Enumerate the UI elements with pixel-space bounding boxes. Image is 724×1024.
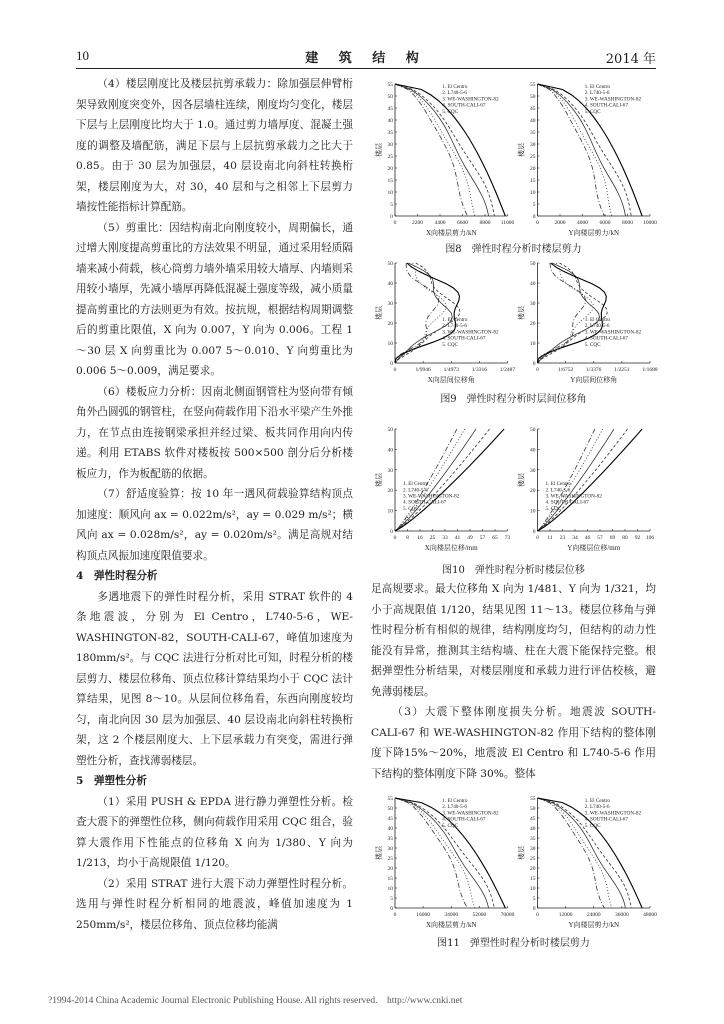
y-tick-label: 25 (387, 856, 393, 862)
series-line (395, 263, 460, 363)
x-tick-label: 1/4973 (443, 367, 459, 373)
header-rule (76, 68, 656, 69)
x-tick-label: 4000 (577, 220, 588, 226)
series-line (538, 263, 607, 363)
figure-8 (371, 78, 656, 255)
figure-9-plot (371, 257, 656, 387)
y-tick-label: 10 (387, 886, 393, 892)
y-tick-label: 25 (387, 154, 393, 160)
y-tick-label: 55 (530, 796, 536, 802)
figure-8-plot (371, 78, 656, 240)
y-tick-label: 35 (387, 836, 393, 842)
x-axis-label: X向楼层剪力/kN (425, 229, 477, 237)
series-line (395, 263, 446, 363)
y-tick-label: 50 (387, 427, 393, 433)
legend-item: 4. SOUTH-CALI-67 (584, 816, 628, 823)
y-tick-label: 50 (530, 806, 536, 812)
y-tick-label: 40 (387, 447, 393, 454)
legend-item: 2. L740-5-6 (584, 804, 610, 811)
y-tick-label: 45 (387, 106, 393, 112)
y-tick-label: 5 (390, 896, 393, 902)
x-tick-label: 52000 (472, 912, 487, 918)
x-tick-label: 48000 (643, 912, 657, 918)
x-tick-label: 69 (609, 535, 616, 541)
y-tick-label: 20 (530, 488, 536, 495)
series-line (538, 263, 594, 363)
x-tick-label: 1/1688 (642, 367, 658, 373)
subplot-1 (374, 427, 511, 552)
legend-item: 3. WE-WASHINGTON-82 (545, 493, 602, 500)
y-tick-label: 10 (530, 508, 536, 515)
x-tick-label: 10000 (643, 220, 657, 226)
legend-item: 3. WE-WASHINGTON-82 (584, 96, 642, 103)
x-tick-label: 33 (442, 535, 448, 541)
paragraph: 多遇地震下的弹性时程分析，采用 STRAT 软件的 4 条地震波，分别为 El Centro，L740-5-6，WE-WASHINGTON-82，SOUTH-CALI-67，峰值加速度为 180mm/s²。与 CQC 法进行分析对比可知，时程分析的楼层剪力、楼层位移角、顶点位移计算结果均小于 CQC 法计算结果，见图 8～10。从层间位移角看，东西向刚度较均匀，南北向因 30 层为加强层、40 层设南北向斜柱转换桁架，这 2 个楼层刚度大、上下层承载力有突变，需进行弹塑性分析，查找薄弱楼层。 (76, 590, 353, 767)
y-tick-label: 20 (387, 166, 393, 172)
series-line (538, 263, 608, 363)
legend-item: 2. L740-5-6 (584, 323, 610, 330)
x-tick-label: 80 (622, 535, 628, 541)
y-tick-label: 20 (387, 488, 393, 495)
subplot-2 (517, 427, 655, 552)
legend-item: 3. WE-WASHINGTON-82 (584, 810, 642, 817)
y-tick-label: 40 (530, 118, 536, 124)
y-tick-label: 50 (530, 261, 536, 267)
x-axis-label: Y向楼层剪力/kN (568, 229, 620, 237)
y-tick-label: 10 (387, 190, 393, 196)
y-tick-label: 25 (530, 154, 536, 160)
legend-item: 1. El Centro (584, 798, 610, 804)
paragraph: （2）采用 STRAT 进行大震下动力弹塑性时程分析。选用与弹性时程分析相同的地震波，峰值加速度为 1 250mm/s²，楼层位移角、顶点位移均能满 (76, 877, 353, 931)
figure-10-plot (371, 423, 656, 555)
x-tick-label: 0 (393, 535, 397, 541)
x-tick-label: 16 (417, 535, 423, 541)
legend-item: 4. SOUTH-CALI-67 (442, 102, 486, 109)
legend-item: 4. SOUTH-CALI-67 (584, 102, 628, 109)
y-tick-label: 30 (530, 846, 536, 852)
y-tick-label: 5 (390, 202, 393, 208)
y-tick-label: 30 (387, 142, 393, 148)
legend-item: 5. CQC (584, 108, 601, 115)
y-axis-label: 楼层 (517, 846, 526, 860)
y-tick-label: 20 (530, 166, 536, 172)
section-heading: 4 弹性时程分析 (76, 570, 158, 582)
x-tick-label: 8800 (479, 220, 491, 226)
right-column (371, 579, 656, 784)
y-tick-label: 10 (530, 886, 536, 892)
y-axis-label: 楼层 (517, 473, 526, 487)
legend-item: 4. SOUTH-CALI-67 (584, 335, 628, 342)
x-tick-label: 6000 (599, 220, 611, 226)
y-tick-label: 15 (530, 178, 536, 184)
y-tick-label: 50 (387, 806, 393, 812)
x-axis-label: X向楼层剪力/kN (425, 921, 477, 929)
subplot-1 (374, 82, 515, 237)
subplot-1 (374, 261, 515, 384)
figure-11-caption: 图11 弹塑性时程分析时楼层剪力 (437, 938, 590, 949)
y-axis-label: 楼层 (517, 143, 526, 157)
legend-item: 2. L740-5-6 (403, 487, 428, 494)
x-tick-label: 2000 (554, 220, 566, 226)
y-tick-label: 45 (530, 106, 536, 112)
legend-item: 4. SOUTH-CALI-67 (442, 816, 486, 823)
y-tick-label: 30 (387, 846, 393, 852)
x-tick-label: 0 (536, 220, 539, 226)
x-tick-label: 0 (536, 367, 539, 373)
legend-item: 2. L740-5-6 (442, 323, 468, 330)
journal-title: 建 筑 结 构 (305, 51, 427, 66)
x-tick-label: 57 (479, 535, 486, 541)
paragraph: （1）采用 PUSH & EPDA 进行静力弹塑性分析。检查大震下的弹塑性位移，侧向荷载作用采用 CQC 组合，验算大震作用下性能点的位移角 X 向为 1/380、Y 向为 1/213，均小于高规限值 1/120。 (76, 795, 353, 869)
x-tick-label: 0 (536, 912, 539, 918)
x-tick-label: 1/3376 (586, 367, 602, 373)
x-tick-label: 1/2487 (499, 367, 516, 373)
legend-item: 4. SOUTH-CALI-67 (442, 335, 486, 342)
x-tick-label: 46 (584, 535, 591, 541)
left-column (76, 74, 353, 935)
y-tick-label: 10 (530, 190, 536, 196)
x-tick-label: 0 (393, 220, 397, 226)
legend-item: 2. L740-5-6 (442, 804, 468, 811)
y-tick-label: 10 (530, 341, 536, 347)
y-tick-label: 15 (387, 178, 393, 184)
y-tick-label: 55 (387, 82, 393, 88)
figure-11-plot (371, 792, 656, 932)
x-tick-label: 1/3316 (471, 367, 488, 373)
legend-item: 3. WE-WASHINGTON-82 (442, 810, 499, 817)
x-tick-label: 24000 (586, 912, 601, 918)
y-tick-label: 15 (530, 876, 536, 882)
x-tick-label: 2200 (412, 220, 423, 226)
y-tick-label: 35 (530, 836, 536, 842)
x-tick-label: 1/6752 (557, 367, 574, 373)
y-tick-label: 30 (530, 467, 536, 474)
page-header (76, 44, 656, 68)
paragraph: （3）大震下整体刚度损失分析。地震波 SOUTH-CALI-67 和 WE-WASHINGTON-82 作用下结构的整体刚度下降15%～20%，地震波 El Centro 和 L740-5-6 作用下结构的整体刚度下降 30%。整体 (371, 706, 656, 780)
series-line (538, 429, 603, 531)
x-axis-label: Y向楼层位移/mm (567, 544, 621, 552)
x-tick-label: 11000 (500, 220, 515, 226)
y-tick-label: 30 (530, 142, 536, 148)
legend-item: 1. El Centro (545, 481, 571, 488)
y-tick-label: 35 (530, 130, 536, 136)
legend-item: 3. WE-WASHINGTON-82 (403, 493, 460, 500)
legend-item: 2. L740-5-6 (584, 90, 610, 97)
legend-item: 1. El Centro (584, 317, 610, 323)
x-tick-label: 23 (559, 535, 566, 541)
x-axis-label: Y向层间位移角 (570, 376, 618, 384)
legend-item: 5. CQC (403, 505, 419, 512)
y-tick-label: 15 (387, 876, 393, 882)
x-tick-label: 6600 (457, 220, 468, 226)
y-tick-label: 5 (532, 202, 536, 208)
y-tick-label: 40 (530, 447, 536, 454)
y-tick-label: 20 (530, 866, 536, 872)
y-tick-label: 55 (530, 82, 536, 88)
y-tick-label: 10 (387, 341, 393, 347)
paragraph: （5）剪重比：因结构南北向刚度较小，周期偏长，通过增大刚度提高剪重比的方法效果不明显，通过采用轻质隔墙来减小荷载，核心筒剪力墙外墙采用较大墙厚、内墙则采用较小墙厚，先减小墙厚再降低混凝土强度等级，减小质量提高剪重比的方法则更为有效。按抗规，根据结构周期调整后的剪重比限值，X 向为 0.007，Y 向为 0.006。工程 1～30 层 X 向剪重比为 0.007 5～0.010、Y 向剪重比为 0.006 5～0.009，满足要求。 (76, 221, 353, 377)
figure-10-caption: 图10 弹性时程分析时楼层位移 (442, 565, 585, 576)
legend-item: 4. SOUTH-CALI-67 (403, 499, 447, 506)
copyright-footer: ?1994-2014 China Academic Journal Electronic Publishing House. All rights reserved. http://www.cnki.net (48, 996, 463, 1006)
y-axis-label: 楼层 (517, 306, 526, 320)
x-tick-label: 41 (454, 535, 461, 541)
y-axis-label: 楼层 (375, 143, 383, 157)
subplot-2 (517, 796, 658, 929)
paragraph: （4）楼层刚度比及楼层抗剪承载力：除加强层伸臂桁架导致刚度突变外，因各层墙柱连续，刚度均匀变化，楼层下层与上层刚度比均大于 1.0。通过剪力墙厚度、混凝土强度的调整及墙配筋，满足下层与上层抗剪承载力之比大于 0.85。由于 30 层为加强层，40 层设南北向斜柱转换桁架，楼层刚度为大，对 30，40 层和与之相邻上下层剪力墙按性能指标计算配筋。 (76, 78, 353, 213)
y-tick-label: 20 (387, 866, 393, 872)
y-tick-label: 40 (530, 826, 536, 832)
x-tick-label: 36000 (615, 912, 629, 918)
y-tick-label: 45 (530, 816, 536, 822)
figure-9-caption: 图9 弹性时程分析时层间位移角 (440, 394, 587, 405)
x-tick-label: 65 (492, 535, 498, 541)
x-tick-label: 57 (597, 535, 603, 541)
x-tick-label: 73 (504, 535, 511, 541)
subplot-1 (374, 796, 515, 929)
page-number: 10 (76, 48, 89, 63)
x-tick-label: 92 (634, 535, 641, 541)
y-tick-label: 40 (387, 281, 393, 287)
legend-item: 5. CQC (442, 341, 459, 348)
y-tick-label: 40 (387, 118, 393, 124)
y-tick-label: 50 (387, 261, 393, 267)
x-tick-label: 106 (645, 535, 655, 541)
x-tick-label: 12000 (558, 912, 573, 918)
legend-item: 1. El Centro (442, 317, 468, 323)
x-tick-label: 34 (572, 535, 578, 541)
x-tick-label: 11 (547, 535, 553, 541)
series-line (538, 429, 615, 531)
legend-item: 4. SOUTH-CALI-67 (545, 499, 589, 506)
series-line (538, 429, 628, 531)
x-tick-label: 49 (467, 535, 473, 541)
series-line (538, 429, 595, 531)
legend-item: 5. CQC (442, 108, 459, 115)
y-tick-label: 50 (530, 427, 536, 433)
x-tick-label: 1/2251 (614, 367, 630, 373)
legend-item: 1. El Centro (584, 84, 610, 90)
y-tick-label: 0 (532, 214, 536, 220)
y-tick-label: 0 (390, 529, 393, 535)
y-tick-label: 20 (530, 321, 536, 327)
y-tick-label: 55 (387, 796, 393, 802)
y-tick-label: 30 (530, 301, 536, 307)
y-tick-label: 40 (530, 281, 536, 287)
y-tick-label: 45 (387, 816, 393, 822)
y-tick-label: 30 (387, 301, 393, 307)
paragraph: （6）楼板应力分析：因南北侧面钢管柱为竖向带有倾角外凸圆弧的钢管柱，在竖向荷载作用下沿水平梁产生外推力，在节点由连接钢梁承担并经过梁、板共同作用向内传递。利用 ETABS 软件对楼板按 500×500 剖分后分析楼板应力，作为板配筋的依据。 (76, 385, 353, 480)
x-tick-label: 0 (536, 535, 539, 541)
y-axis-label: 楼层 (375, 846, 383, 860)
legend-item: 1. El Centro (442, 84, 468, 90)
series-line (395, 429, 465, 531)
legend-item: 1. El Centro (442, 798, 468, 804)
y-tick-label: 0 (532, 361, 536, 367)
x-axis-label: X向楼层位移/mm (424, 544, 478, 552)
legend-item: 5. CQC (442, 822, 459, 829)
x-axis-label: Y向楼层剪力/kN (568, 921, 620, 929)
series-line (395, 429, 490, 531)
legend-item: 1. El Centro (403, 481, 429, 488)
y-tick-label: 0 (390, 906, 393, 912)
y-axis-label: 楼层 (375, 306, 383, 320)
x-tick-label: 34000 (444, 912, 459, 918)
subplot-2 (517, 82, 658, 237)
x-tick-label: 70000 (500, 912, 515, 918)
y-tick-label: 0 (532, 906, 536, 912)
section-heading: 5 弹塑性分析 (76, 775, 147, 787)
paragraph: （7）舒适度验算：按 10 年一遇风荷载验算结构顶点加速度：顺风向 ax = 0.022m/s²，ay = 0.029 m/s²；横风向 ax = 0.028m/s²，ay = 0.020m/s²。满足高规对结构顶点风振加速度限值要求。 (76, 488, 353, 562)
y-tick-label: 20 (387, 321, 393, 327)
legend-item: 5. CQC (545, 505, 562, 512)
x-tick-label: 8 (406, 535, 409, 541)
x-tick-label: 1/9946 (415, 367, 431, 373)
legend-item: 3. WE-WASHINGTON-82 (442, 96, 499, 103)
y-tick-label: 10 (387, 508, 393, 515)
series-line (395, 263, 452, 363)
y-tick-label: 0 (532, 529, 536, 535)
x-tick-label: 16000 (416, 912, 430, 918)
issue-year: 2014 年 (605, 52, 656, 67)
y-tick-label: 25 (530, 856, 536, 862)
legend-item: 3. WE-WASHINGTON-82 (584, 329, 642, 336)
y-tick-label: 5 (532, 896, 536, 902)
x-tick-label: 4400 (434, 220, 446, 226)
legend-item: 5. CQC (584, 822, 601, 829)
x-tick-label: 8000 (622, 220, 633, 226)
y-tick-label: 50 (530, 94, 536, 100)
y-tick-label: 30 (387, 467, 393, 474)
x-axis-label: X向层间位移角 (427, 376, 475, 384)
legend-item: 5. CQC (584, 341, 601, 348)
figure-8-caption: 图8 弹性时程分析时楼层剪力 (445, 244, 582, 255)
x-tick-label: 0 (393, 912, 397, 918)
figure-9 (371, 257, 656, 405)
paragraph: 足高规要求。最大位移角 X 向为 1/481、Y 向为 1/321，均小于高规限值 1/120，结果见图 11～13。楼层位移角与弹性时程分析有相似的规律，结构刚度均匀，但结构的动力性能没有异常，推测其主结构墙、柱在大震下能保持完整。根据弹塑性分析结果，对楼层刚度和承载力进行评估校核，避免薄弱楼层。 (371, 583, 656, 698)
y-tick-label: 35 (387, 130, 393, 136)
subplot-2 (517, 261, 658, 384)
y-tick-label: 0 (390, 214, 393, 220)
y-tick-label: 40 (387, 826, 393, 832)
y-tick-label: 50 (387, 94, 393, 100)
figure-10 (371, 423, 656, 576)
series-line (395, 263, 460, 363)
figure-11 (371, 792, 656, 949)
y-tick-label: 0 (390, 361, 393, 367)
legend-item: 2. L740-5-6 (442, 90, 468, 97)
x-tick-label: 0 (393, 367, 397, 373)
x-tick-label: 25 (429, 535, 436, 541)
legend-item: 2. L740-5-6 (545, 487, 571, 494)
y-axis-label: 楼层 (375, 473, 383, 487)
legend-item: 3. WE-WASHINGTON-82 (442, 329, 499, 336)
